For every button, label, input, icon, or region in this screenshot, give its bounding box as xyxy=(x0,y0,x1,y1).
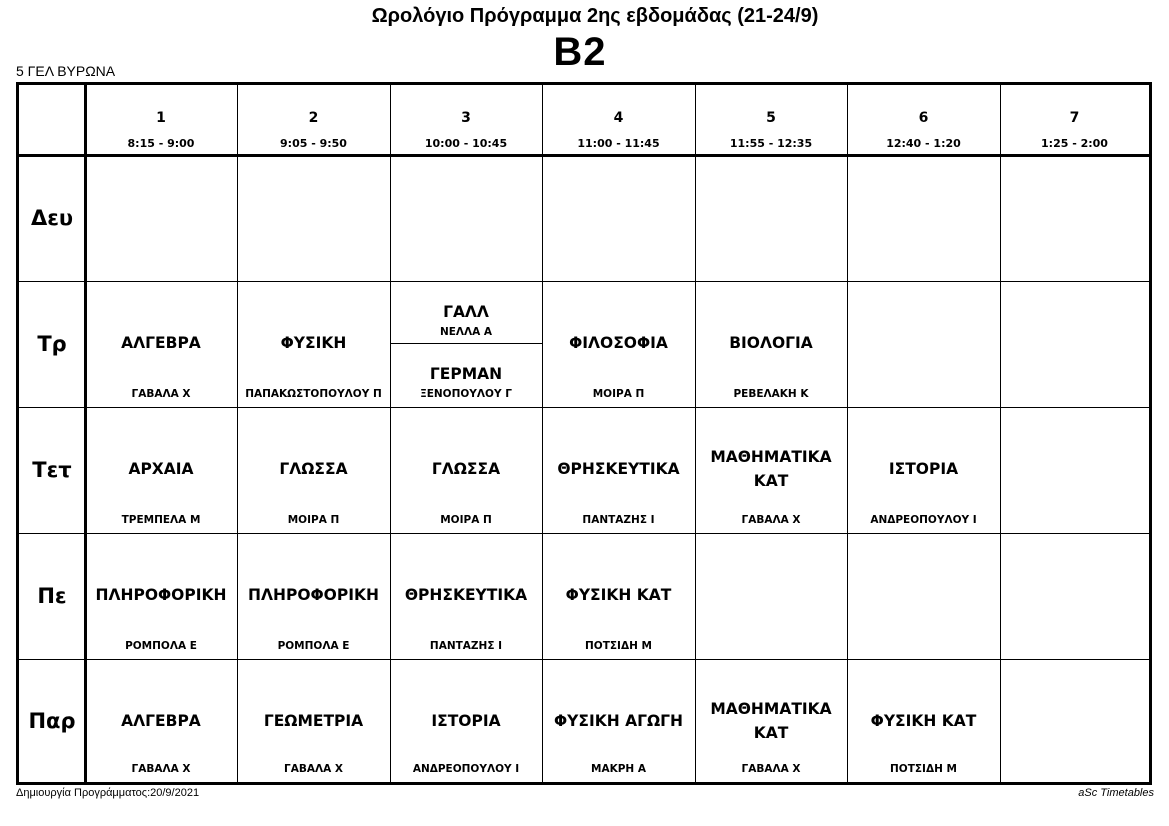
lesson-teacher: ΑΝΔΡΕΟΠΟΥΛΟΥ Ι xyxy=(870,514,977,526)
period-header xyxy=(237,85,390,155)
lesson-subject: ΦΥΣΙΚΗ ΑΓΩΓΗ xyxy=(553,712,684,730)
empty-cell xyxy=(847,533,1000,659)
empty-cell xyxy=(1000,155,1149,281)
lesson-teacher: ΡΕΒΕΛΑΚΗ Κ xyxy=(733,388,809,400)
lesson-cell xyxy=(237,281,390,407)
lesson-subject: ΙΣΤΟΡΙΑ xyxy=(888,460,959,478)
lesson-cell xyxy=(237,659,390,782)
lesson-subject: ΘΡΗΣΚΕΥΤΙΚΑ xyxy=(557,460,680,478)
lesson-cell xyxy=(542,281,695,407)
day-label: Τρ xyxy=(37,332,67,356)
empty-cell xyxy=(390,155,542,281)
lesson-subject: ΜΑΘΗΜΑΤΙΚΑ ΚΑΤ xyxy=(710,448,832,490)
lesson-subject: ΑΡΧΑΙΑ xyxy=(128,460,194,478)
period-time: 12:40 - 1:20 xyxy=(886,137,961,150)
empty-cell xyxy=(695,155,847,281)
period-number: 5 xyxy=(766,110,776,126)
period-time: 1:25 - 2:00 xyxy=(1041,137,1108,150)
lesson-teacher: ΓΑΒΑΛΑ Χ xyxy=(131,763,191,775)
period-header xyxy=(847,85,1000,155)
lesson-subject: ΓΕΩΜΕΤΡΙΑ xyxy=(263,712,364,730)
lesson-cell xyxy=(390,407,542,533)
lesson-cell xyxy=(695,281,847,407)
lesson-teacher: ΡΟΜΠΟΛΑ Ε xyxy=(125,640,197,652)
school-name: 5 ΓΕΛ ΒΥΡΩΝΑ xyxy=(16,63,116,79)
period-time: 11:00 - 11:45 xyxy=(577,137,660,150)
lesson-subject: ΙΣΤΟΡΙΑ xyxy=(431,712,501,730)
empty-cell xyxy=(847,155,1000,281)
period-header xyxy=(390,85,542,155)
lesson-cell xyxy=(85,533,237,659)
page-title: Ωρολόγιο Πρόγραμμα 2ης εβδομάδας (21-24/9) xyxy=(371,5,819,27)
lesson-cell xyxy=(695,407,847,533)
lesson-subject: ΒΙΟΛΟΓΙΑ xyxy=(729,334,813,352)
empty-cell xyxy=(695,533,847,659)
lesson-cell xyxy=(85,407,237,533)
lesson-subject: ΦΥΣΙΚΗ ΚΑΤ xyxy=(565,586,672,604)
class-name: B2 xyxy=(553,30,607,74)
lesson-cell xyxy=(847,659,1000,782)
empty-cell xyxy=(847,281,1000,407)
lesson-subject: ΦΙΛΟΣΟΦΙΑ xyxy=(569,334,668,352)
lesson-subject: ΓΕΡΜΑΝ xyxy=(429,365,503,383)
lesson-subject: ΑΛΓΕΒΡΑ xyxy=(121,334,201,352)
lesson-cell xyxy=(390,533,542,659)
lesson-subject: ΑΛΓΕΒΡΑ xyxy=(121,712,201,730)
period-time: 11:55 - 12:35 xyxy=(729,137,813,150)
period-header xyxy=(695,85,847,155)
lesson-teacher: ΓΑΒΑΛΑ Χ xyxy=(131,388,191,400)
lesson-cell xyxy=(847,407,1000,533)
lesson-subject: ΦΥΣΙΚΗ xyxy=(280,334,347,352)
lesson-cell xyxy=(695,659,847,782)
lesson-subject: ΓΛΩΣΣΑ xyxy=(431,460,501,478)
lesson-cell xyxy=(237,407,390,533)
lesson-teacher: ΠΟΤΣΙΔΗ Μ xyxy=(585,640,652,652)
lesson-cell xyxy=(542,407,695,533)
lesson-cell xyxy=(542,659,695,782)
lesson-teacher: ΜΟΙΡΑ Π xyxy=(592,388,645,400)
group-divider xyxy=(390,343,542,344)
lesson-teacher: ΓΑΒΑΛΑ Χ xyxy=(741,763,801,775)
lesson-subject: ΠΛΗΡΟΦΟΡΙΚΗ xyxy=(248,586,379,604)
period-header xyxy=(85,85,237,155)
lesson-subject: ΘΡΗΣΚΕΥΤΙΚΑ xyxy=(404,586,528,604)
period-number: 1 xyxy=(156,110,166,126)
period-number: 2 xyxy=(308,110,319,126)
period-time: 8:15 - 9:00 xyxy=(127,137,195,150)
lesson-subject: ΓΑΛΛ xyxy=(443,303,489,321)
empty-cell xyxy=(1000,281,1149,407)
lesson-teacher: ΡΟΜΠΟΛΑ Ε xyxy=(277,640,350,652)
lesson-subject: ΜΑΘΗΜΑΤΙΚΑ ΚΑΤ xyxy=(710,700,832,742)
lesson-subject: ΠΛΗΡΟΦΟΡΙΚΗ xyxy=(95,586,227,604)
empty-cell xyxy=(237,155,390,281)
empty-cell xyxy=(85,155,237,281)
lesson-cell xyxy=(542,533,695,659)
lesson-teacher: ΓΑΒΑΛΑ Χ xyxy=(284,763,343,775)
lesson-teacher: ΠΑΝΤΑΖΗΣ Ι xyxy=(582,514,655,526)
period-number: 7 xyxy=(1069,110,1080,126)
empty-cell xyxy=(1000,407,1149,533)
period-time: 9:05 - 9:50 xyxy=(280,137,347,150)
lesson-teacher: ΞΕΝΟΠΟΥΛΟΥ Γ xyxy=(420,388,512,400)
lesson-teacher: ΠΑΠΑΚΩΣΤΟΠΟΥΛΟΥ Π xyxy=(245,388,382,400)
period-header xyxy=(542,85,695,155)
lesson-teacher: ΤΡΕΜΠΕΛΑ Μ xyxy=(121,514,201,526)
period-header xyxy=(1000,85,1149,155)
lesson-teacher: ΠΑΝΤΑΖΗΣ Ι xyxy=(429,640,503,652)
lesson-cell xyxy=(85,281,237,407)
lesson-cell xyxy=(390,281,542,407)
day-label: Δευ xyxy=(30,206,74,230)
footer-created-date: Δημιουργία Προγράμματος:20/9/2021 xyxy=(16,787,200,799)
period-number: 6 xyxy=(918,110,929,126)
lesson-subject: ΓΛΩΣΣΑ xyxy=(279,460,348,478)
empty-cell xyxy=(542,155,695,281)
lesson-cell xyxy=(237,533,390,659)
lesson-teacher: ΑΝΔΡΕΟΠΟΥΛΟΥ Ι xyxy=(412,763,520,775)
day-label: Πε xyxy=(37,584,67,608)
lesson-teacher: ΜΑΚΡΗ Α xyxy=(591,763,646,775)
period-number: 4 xyxy=(613,110,624,126)
footer-generator: aSc Timetables xyxy=(1078,787,1154,799)
lesson-teacher: ΝΕΛΛΑ Α xyxy=(439,326,493,338)
lesson-teacher: ΠΟΤΣΙΔΗ Μ xyxy=(890,763,957,775)
period-time: 10:00 - 10:45 xyxy=(424,137,508,150)
empty-cell xyxy=(1000,533,1149,659)
day-label: Παρ xyxy=(28,708,76,733)
empty-cell xyxy=(1000,659,1149,782)
lesson-teacher: ΓΑΒΑΛΑ Χ xyxy=(741,514,801,526)
timetable-grid xyxy=(16,82,1152,785)
period-number: 3 xyxy=(461,110,471,126)
lesson-teacher: ΜΟΙΡΑ Π xyxy=(440,514,492,526)
lesson-cell xyxy=(390,659,542,782)
day-label: Τετ xyxy=(32,458,72,482)
lesson-cell xyxy=(85,659,237,782)
lesson-subject: ΦΥΣΙΚΗ ΚΑΤ xyxy=(870,712,977,730)
lesson-teacher: ΜΟΙΡΑ Π xyxy=(287,514,340,526)
